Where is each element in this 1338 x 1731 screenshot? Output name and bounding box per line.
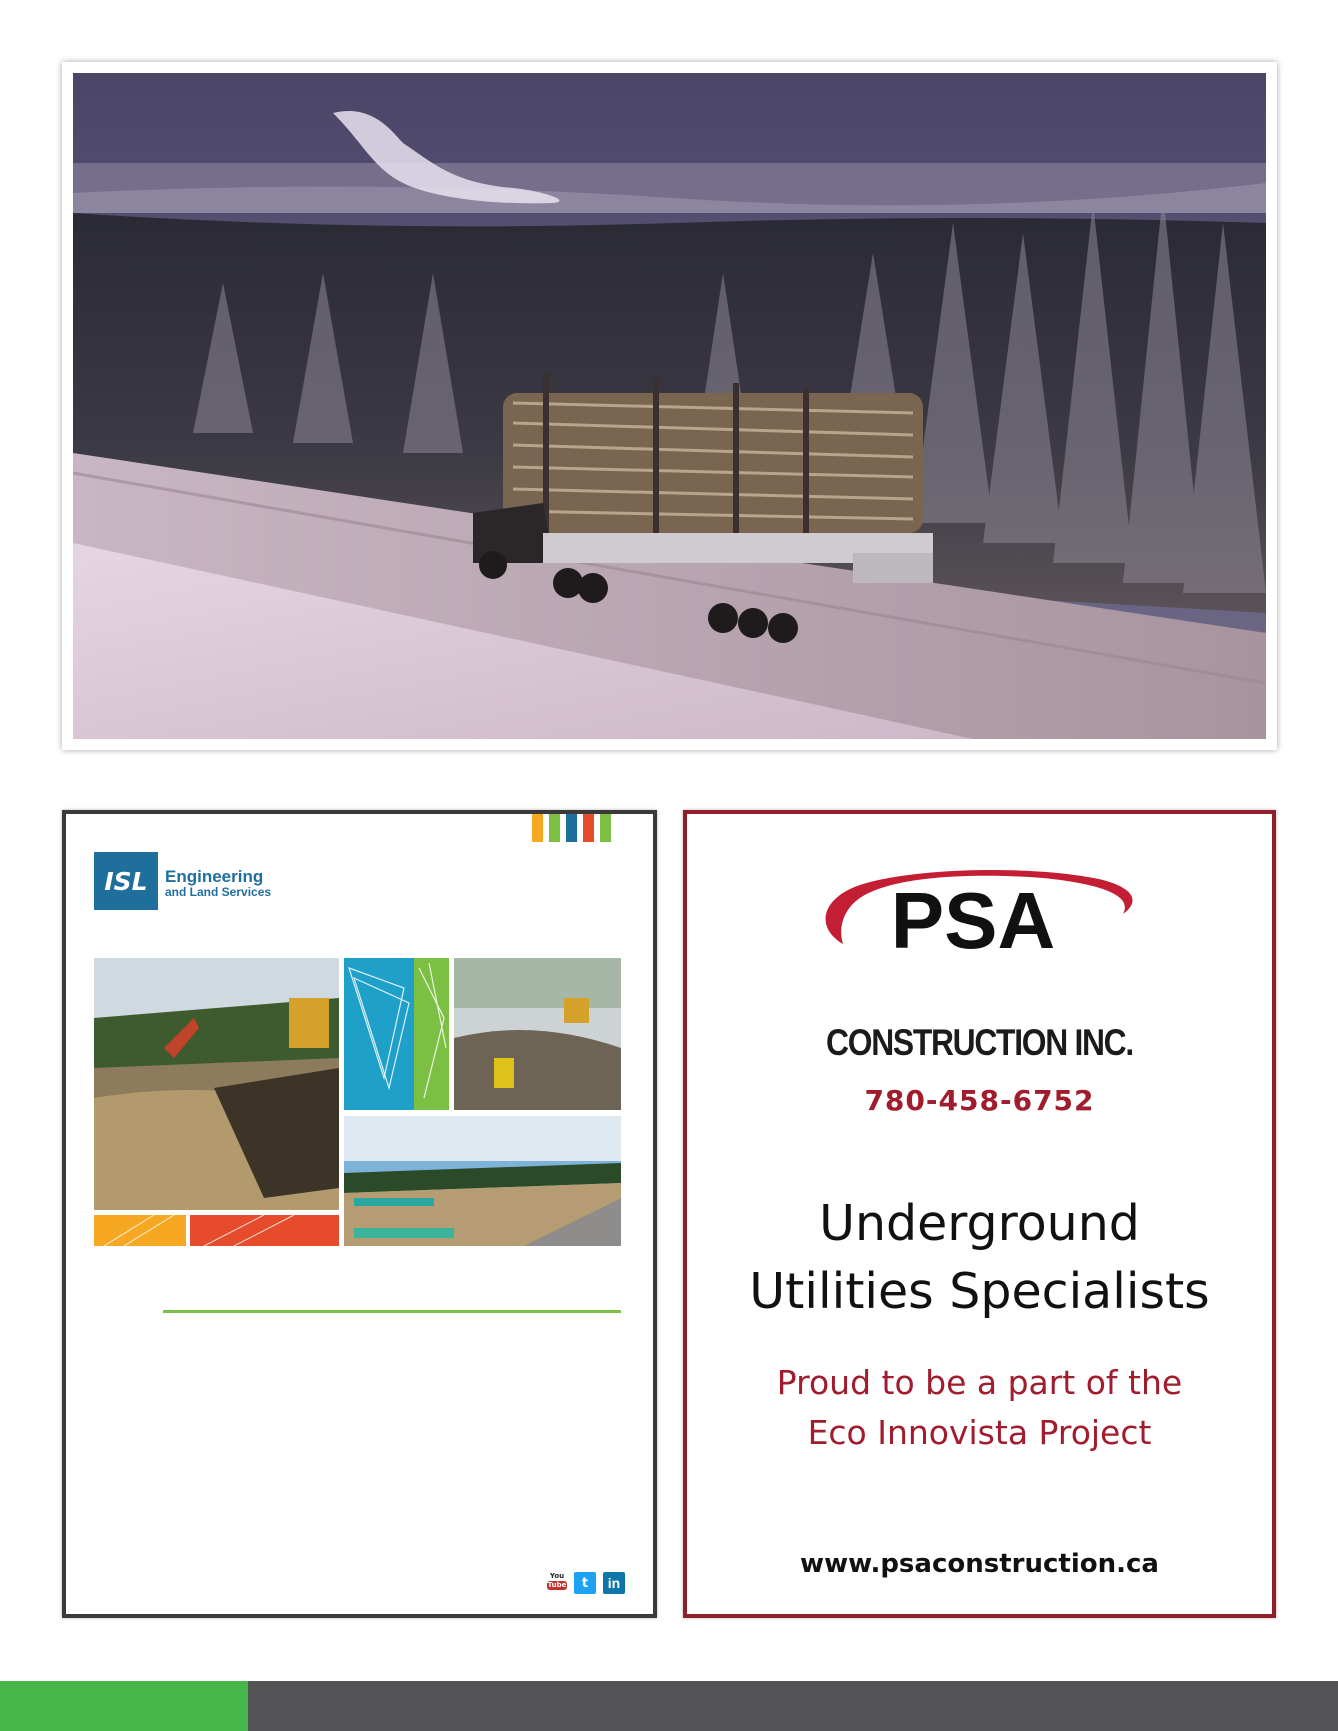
twitter-icon[interactable]: t — [574, 1572, 596, 1594]
isl-advertisement — [62, 810, 657, 1618]
psa-website-link[interactable]: www.psaconstruction.ca — [800, 1549, 1159, 1579]
isl-photo-collage — [94, 958, 621, 1246]
youtube-icon-bottom: Tube — [547, 1581, 567, 1589]
psa-logo — [803, 866, 1143, 966]
stripe — [600, 814, 611, 842]
isl-logo-mark: ISL — [94, 852, 158, 914]
psa-project-note — [687, 1358, 1272, 1458]
stripe — [583, 814, 594, 842]
psa-tagline-line2: Utilities Specialists — [749, 1263, 1210, 1320]
psa-phone: 780-458-6752 — [864, 1084, 1095, 1117]
social-icons — [547, 1572, 625, 1594]
psa-logo-text: PSA — [890, 876, 1056, 965]
youtube-icon-top: You — [549, 1572, 565, 1580]
logging-truck-photo — [73, 73, 1266, 739]
psa-project-note-line1: Proud to be a part of the — [776, 1363, 1183, 1402]
color-stripes — [532, 814, 622, 842]
hero-photo-frame — [62, 62, 1277, 750]
divider-line — [163, 1310, 621, 1313]
linkedin-icon[interactable]: in — [603, 1572, 625, 1594]
youtube-icon[interactable] — [547, 1572, 567, 1594]
psa-project-note-line2: Eco Innovista Project — [807, 1413, 1152, 1452]
psa-company-name: CONSTRUCTION INC. — [826, 1022, 1133, 1063]
isl-logo — [94, 852, 271, 914]
footer-accent — [0, 1681, 248, 1731]
footer-bar — [0, 1681, 1338, 1731]
isl-logo-line2: and Land Services — [165, 884, 272, 899]
stripe — [549, 814, 560, 842]
psa-tagline-line1: Underground — [819, 1195, 1140, 1252]
isl-logo-line1: Engineering — [165, 866, 264, 886]
stripe — [532, 814, 543, 842]
stripe — [566, 814, 577, 842]
psa-advertisement — [683, 810, 1276, 1618]
psa-tagline — [687, 1190, 1272, 1326]
